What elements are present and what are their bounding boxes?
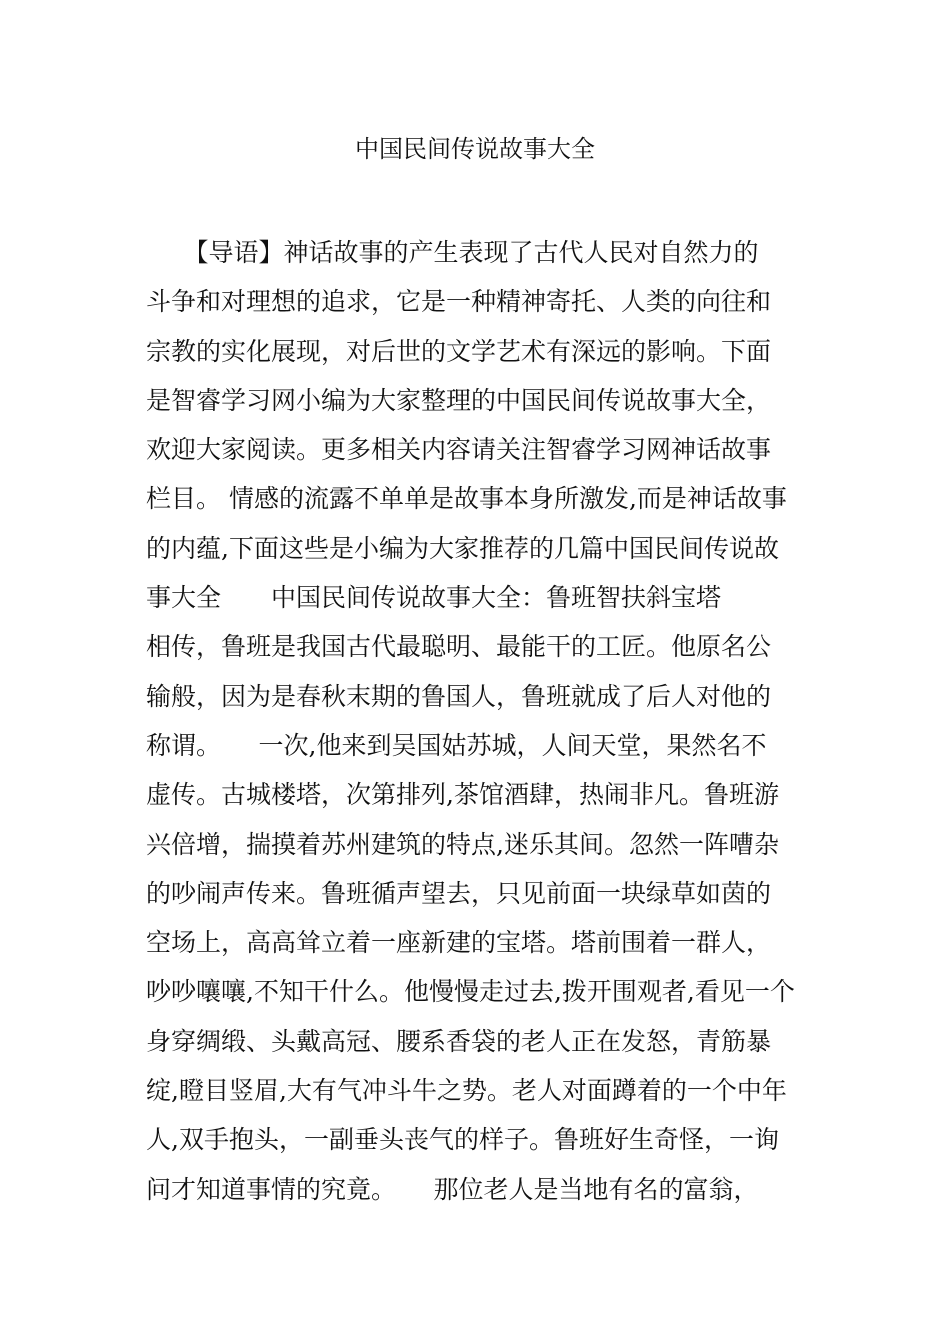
body-line: 身穿绸缎、头戴高冠、腰系香袋的老人正在发怒，青筋暴 — [146, 1026, 772, 1056]
document-body — [146, 228, 816, 1214]
body-line: 事大全 中国民间传说故事大全：鲁班智扶斜宝塔 — [146, 583, 722, 613]
body-line: 宗教的实化展现，对后世的文学艺术有深远的影响。下面 — [146, 336, 772, 366]
document-title: 中国民间传说故事大全 — [355, 135, 595, 163]
body-line: 输般，因为是春秋末期的鲁国人，鲁班就成了后人对他的 — [146, 681, 772, 711]
body-line: 虚传。古城楼塔，次第排列,茶馆酒肆，热闹非凡。鲁班游 — [146, 780, 779, 810]
body-line: 斗争和对理想的追求，它是一种精神寄托、人类的向往和 — [146, 287, 772, 317]
body-line: 空场上，高高耸立着一座新建的宝塔。塔前围着一群人， — [146, 928, 772, 958]
body-line: 欢迎大家阅读。更多相关内容请关注智睿学习网神话故事 — [146, 435, 772, 465]
body-line: 兴倍增，揣摸着苏州建筑的特点,迷乐其间。忽然一阵嘈杂 — [146, 829, 779, 859]
body-line: 称谓。 一次,他来到吴国姑苏城，人间天堂，果然名不 — [146, 730, 767, 760]
body-line: 的吵闹声传来。鲁班循声望去，只见前面一块绿草如茵的 — [146, 878, 772, 908]
body-line: 的内蕴,下面这些是小编为大家推荐的几篇中国民间传说故 — [146, 533, 779, 563]
body-line: 问才知道事情的究竟。 那位老人是当地有名的富翁， — [146, 1174, 759, 1204]
body-line: 吵吵嚷嚷,不知干什么。他慢慢走过去,拨开围观者,看见一个 — [146, 977, 795, 1007]
body-line: 是智睿学习网小编为大家整理的中国民间传说故事大全， — [146, 385, 772, 415]
body-line: 栏目。 情感的流露不单单是故事本身所激发,而是神话故事 — [146, 484, 787, 514]
body-line: 相传，鲁班是我国古代最聪明、最能干的工匠。他原名公 — [146, 632, 772, 662]
body-line: 绽,瞪目竖眉,大有气冲斗牛之势。老人对面蹲着的一个中年 — [146, 1076, 787, 1106]
body-line: 人,双手抱头，一副垂头丧气的样子。鲁班好生奇怪，一询 — [146, 1125, 779, 1155]
body-line: 【导语】神话故事的产生表现了古代人民对自然力的 — [146, 238, 759, 267]
